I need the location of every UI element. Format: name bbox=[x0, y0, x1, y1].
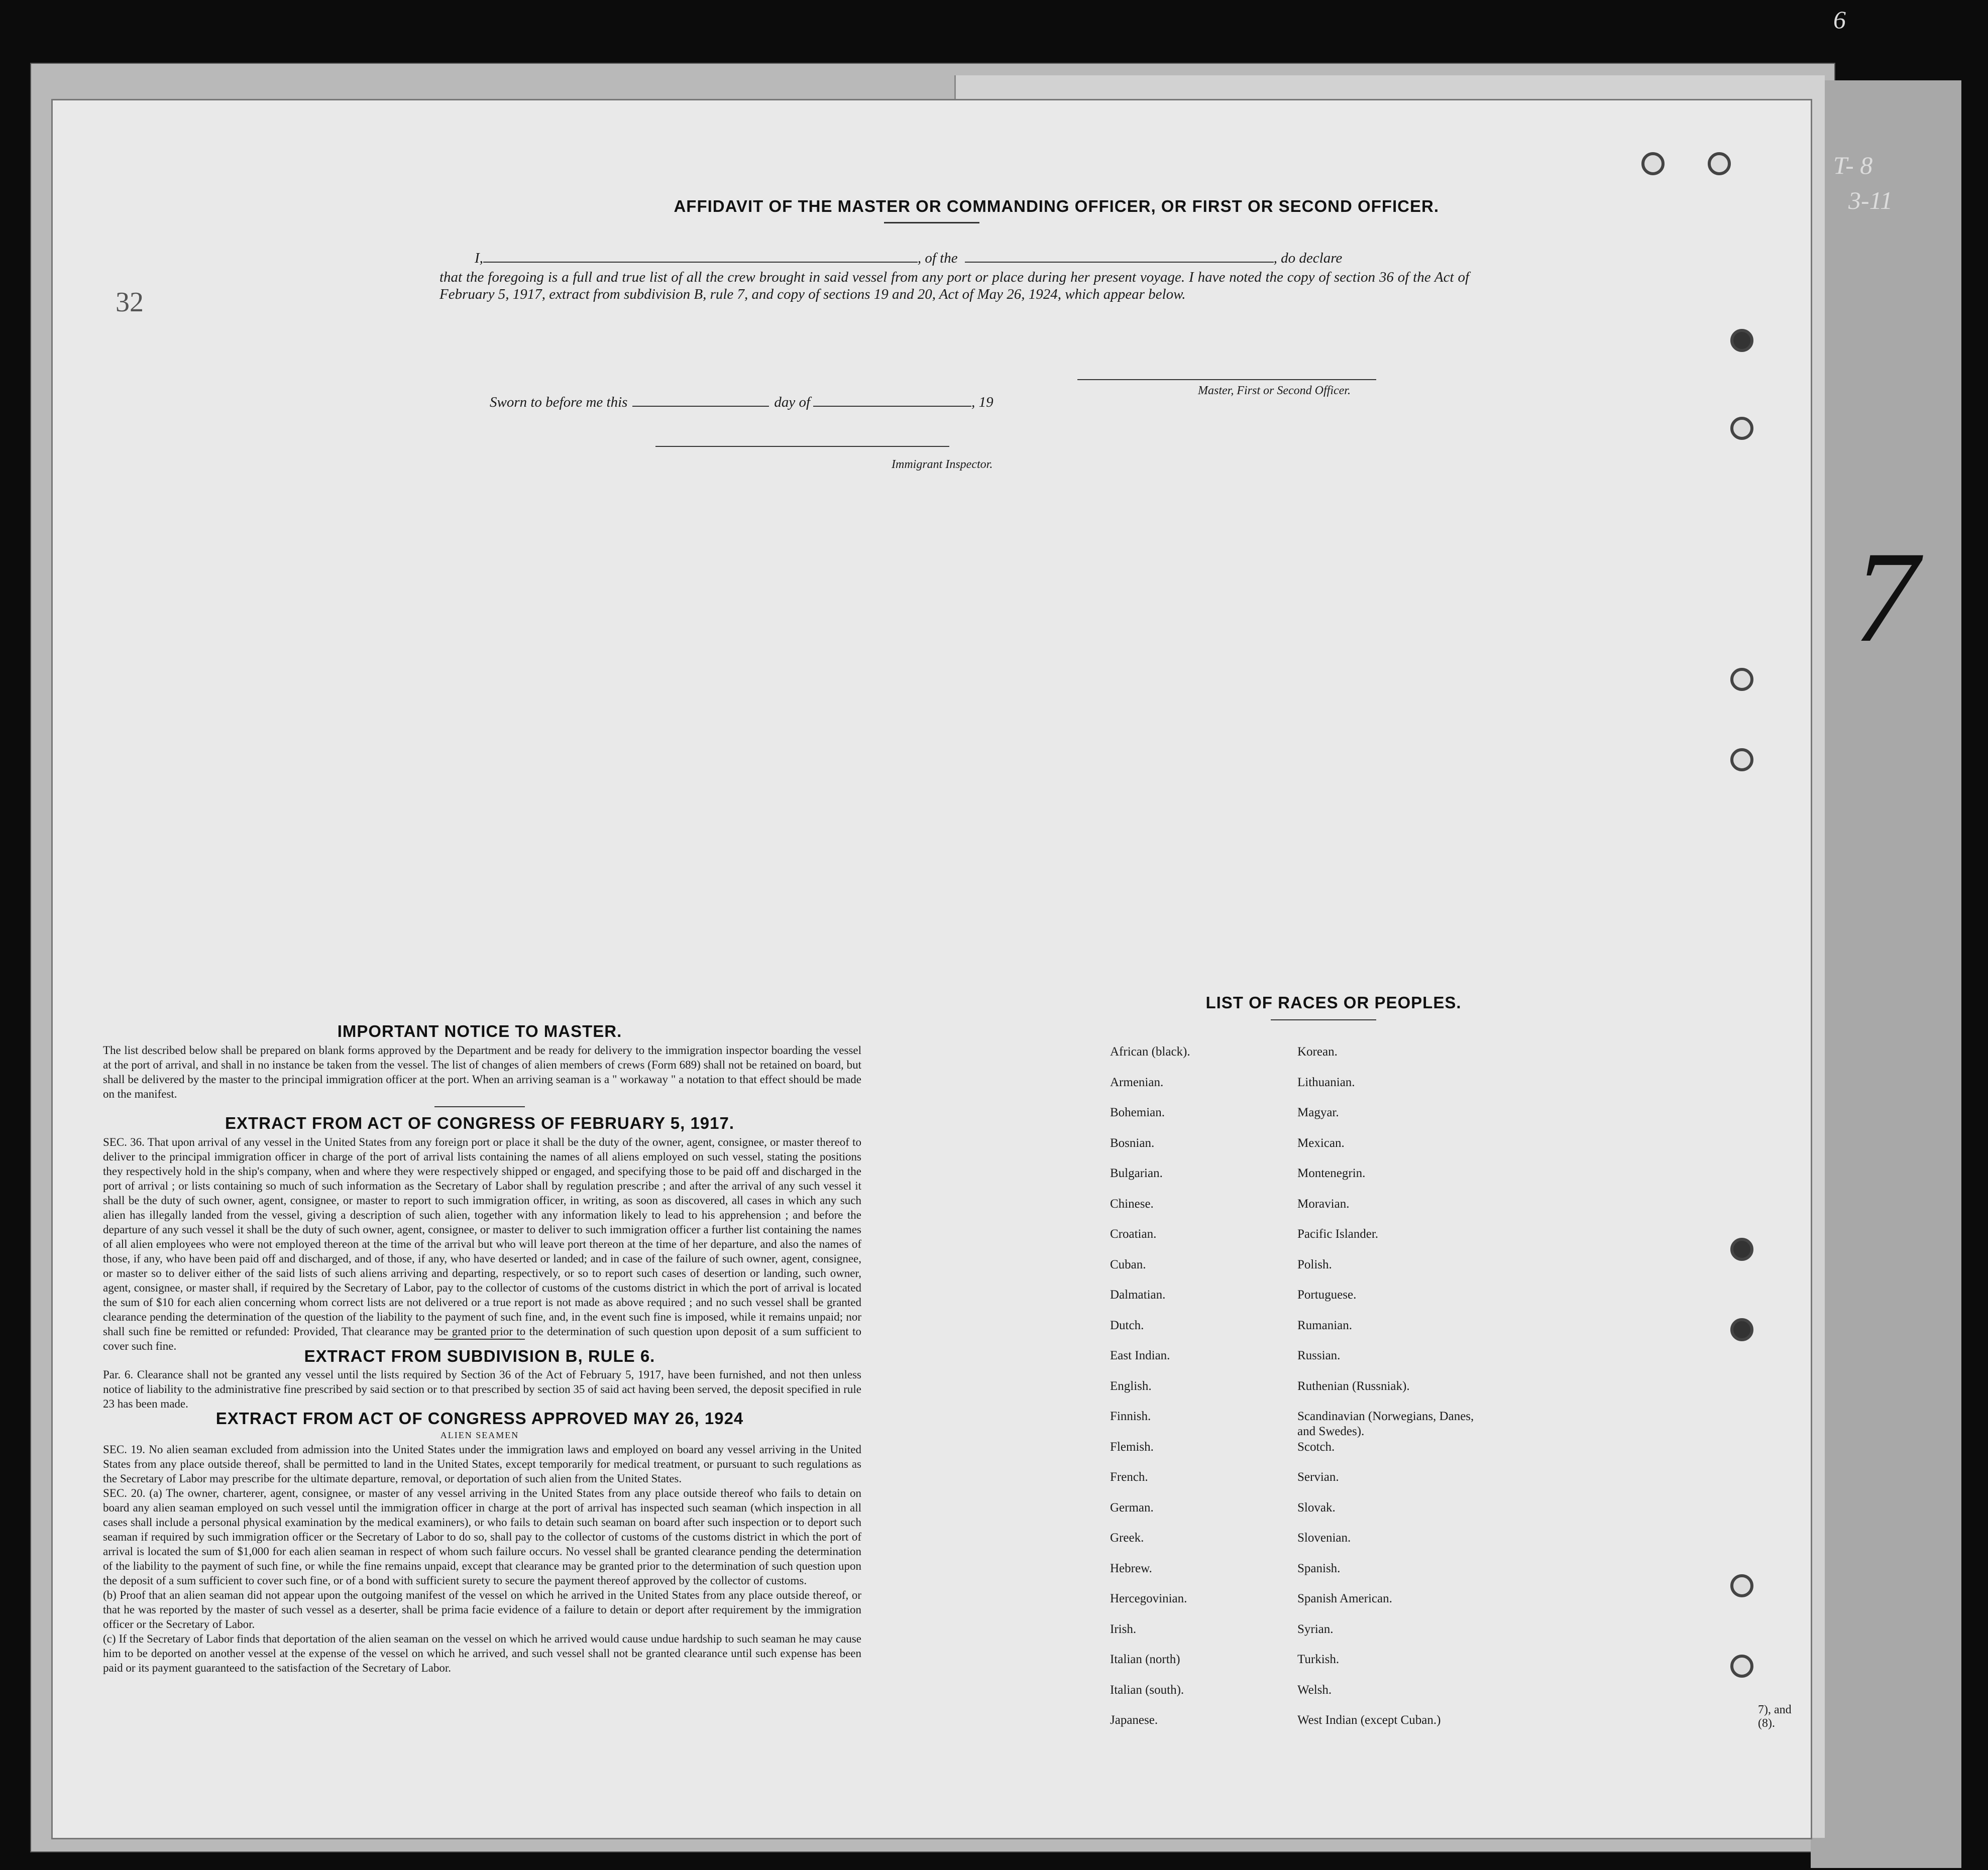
race-item: Croatian. bbox=[1110, 1227, 1157, 1241]
sec20b-text: (b) Proof that an alien seaman did not appear upon the outgoing manifest of the vessel on which he arrived in the United States from any place outside thereof, or that he was reported by the master of such vessel as a deserter, shall be prima facie evidence of a failure to detain or deport after requirement by the immigration officer or the Secretary of Labor. bbox=[103, 1589, 861, 1630]
race-item: Dutch. bbox=[1110, 1318, 1144, 1332]
binder-hole bbox=[1641, 152, 1665, 175]
race-item: Lithuanian. bbox=[1297, 1075, 1355, 1089]
binder-hole bbox=[1730, 668, 1753, 691]
edge-text: 7), and (8). bbox=[1758, 1703, 1792, 1730]
handwritten-note: T- 8 bbox=[1833, 151, 1873, 179]
race-item: Bulgarian. bbox=[1110, 1166, 1163, 1180]
day-of-text: day of bbox=[774, 394, 811, 410]
inspector-line[interactable] bbox=[655, 446, 949, 447]
extract-1917-title: EXTRACT FROM ACT OF CONGRESS OF FEBRUARY 5, 1917. bbox=[225, 1114, 735, 1132]
signature-label: Master, First or Second Officer. bbox=[1198, 384, 1351, 397]
race-item: Scotch. bbox=[1297, 1440, 1335, 1454]
races-rule bbox=[1271, 1019, 1376, 1020]
race-item: Italian (north) bbox=[1110, 1653, 1180, 1666]
race-item: Dalmatian. bbox=[1110, 1288, 1166, 1302]
extract-1924-body bbox=[103, 1442, 861, 1675]
race-item: Polish. bbox=[1297, 1257, 1332, 1271]
race-item: Finnish. bbox=[1110, 1410, 1151, 1423]
race-item: Montenegrin. bbox=[1297, 1166, 1366, 1180]
binder-hole bbox=[1708, 152, 1731, 175]
signature-line[interactable] bbox=[1077, 379, 1376, 380]
faded-number: 32 bbox=[116, 287, 144, 318]
page-edge-strip bbox=[1811, 80, 1961, 1868]
month-blank[interactable] bbox=[813, 406, 971, 407]
day-blank[interactable] bbox=[632, 406, 769, 407]
race-item: Bohemian. bbox=[1110, 1106, 1165, 1119]
year-prefix: , 19 bbox=[971, 394, 993, 410]
race-item: Spanish. bbox=[1297, 1561, 1341, 1575]
inspector-label: Immigrant Inspector. bbox=[892, 458, 993, 471]
race-item: French. bbox=[1110, 1470, 1148, 1484]
race-item: Hebrew. bbox=[1110, 1561, 1152, 1575]
sworn-line bbox=[490, 394, 1143, 411]
race-item: Russian. bbox=[1297, 1349, 1341, 1362]
race-item: Pacific Islander. bbox=[1297, 1227, 1379, 1241]
handwritten-note: 3-11 bbox=[1848, 186, 1893, 214]
race-item: West Indian (except Cuban.) bbox=[1297, 1713, 1441, 1727]
race-item: Bosnian. bbox=[1110, 1136, 1155, 1150]
races-title: LIST OF RACES OR PEOPLES. bbox=[1205, 993, 1462, 1012]
notice-text: The list described below shall be prepared on blank forms approved by the Department and be ready for delivery to the immigration inspector boarding the vessel at the port of arrival, and shall in no instance be taken from the vessel. The list of changes of alien members of crews (Form 689) shall not be retained on board, but shall be delivered by the master to the principal immigration officer at the port. When an arriving seaman is a " workaway " a notation to that effect should be made on the manifest. bbox=[103, 1044, 861, 1100]
sec19-text: SEC. 19. No alien seaman excluded from admission into the United States under the immigration laws and employed on board any vessel arriving in the United States from any place outside thereof, shall be permitted to land in the United States, except temporarily for medical treatment, or pursuant to such regulations as the Secretary of Labor may prescribe for the ultimate departure, removal, or deportation of such alien from the United States. bbox=[103, 1443, 861, 1485]
of-the-text: , of the bbox=[917, 250, 958, 266]
race-item: Korean. bbox=[1297, 1045, 1338, 1059]
sworn-prefix: Sworn to before me this bbox=[490, 394, 628, 410]
race-item: Japanese. bbox=[1110, 1713, 1158, 1727]
race-item: Syrian. bbox=[1297, 1622, 1334, 1636]
rule6-title: EXTRACT FROM SUBDIVISION B, RULE 6. bbox=[304, 1347, 655, 1365]
race-item: Scandinavian (Norwegians, Danes, and Swedes). bbox=[1297, 1410, 1474, 1438]
race-item: Spanish American. bbox=[1297, 1592, 1392, 1605]
race-item: Italian (south). bbox=[1110, 1683, 1184, 1697]
race-item: Servian. bbox=[1297, 1470, 1339, 1484]
race-item: Armenian. bbox=[1110, 1075, 1164, 1089]
race-item: Welsh. bbox=[1297, 1683, 1332, 1697]
race-item: Turkish. bbox=[1297, 1653, 1340, 1666]
race-item: Hercegovinian. bbox=[1110, 1592, 1187, 1605]
rule6-text: Par. 6. Clearance shall not be granted any vessel until the lists required by Section 36 of the Act of February 5, 1917, have been furnished, and not then unless notice of liability to the administrative fine prescribed by said section or to that prescribed by section 35 of said act having been served, the deposit specified in rule 23 has been made. bbox=[103, 1368, 861, 1410]
race-item: Magyar. bbox=[1297, 1106, 1339, 1119]
alien-seamen-subtitle: ALIEN SEAMEN bbox=[440, 1430, 519, 1440]
handwritten-note: 6 bbox=[1833, 6, 1846, 34]
affidavit-statement: that the foregoing is a full and true list of all the crew brought in said vessel from any port or place during her present voyage. I have noted the copy of section 36 of the Act of February 5, 1917, extract from subdivision B, rule 7, and copy of sections 19 and 20, Act of May 26, 1924, which appear below. bbox=[439, 269, 1469, 302]
binder-hole bbox=[1730, 417, 1753, 440]
vessel-blank[interactable] bbox=[965, 262, 1274, 263]
binder-hole bbox=[1730, 1574, 1753, 1597]
sec20c-text: (c) If the Secretary of Labor finds that deportation of the alien seaman on the vessel on which he arrived would cause undue hardship to such seaman he may cause him to be deported on another vessel at the expense of the vessel on which he arrived, and such vessel shall not be granted clearance until such expense has been paid or its payment guaranteed to the satisfaction of the Secretary of Labor. bbox=[103, 1632, 861, 1674]
race-item: Slovenian. bbox=[1297, 1531, 1351, 1545]
race-item: Greek. bbox=[1110, 1531, 1144, 1545]
do-declare-text: , do declare bbox=[1273, 250, 1343, 266]
race-item: Chinese. bbox=[1110, 1197, 1154, 1211]
extract-1917-rule bbox=[434, 1339, 525, 1340]
handwritten-number: 7 bbox=[1853, 525, 1919, 669]
title-rule bbox=[884, 222, 979, 223]
binder-hole bbox=[1730, 1655, 1753, 1678]
extract-1924-title: EXTRACT FROM ACT OF CONGRESS APPROVED MAY 26, 1924 bbox=[215, 1409, 744, 1428]
binder-hole bbox=[1730, 329, 1753, 352]
race-item: Mexican. bbox=[1297, 1136, 1345, 1150]
race-item: Irish. bbox=[1110, 1622, 1137, 1636]
binder-hole bbox=[1730, 1318, 1753, 1341]
race-item: English. bbox=[1110, 1379, 1152, 1393]
sec20a-text: SEC. 20. (a) The owner, charterer, agent, consignee, or master of any vessel arriving in the United States from any place outside thereof who fails to detain on board any alien seaman employed on such vessel until the immigration officer in charge at the port of arrival has inspected such seaman (which inspection in all cases shall include a personal physical examination by the medical examiners), or who fails to detain such seaman on board after such inspection or to deport such seaman if required by such immigration officer or the Secretary of Labor to do so, shall pay to the collector of customs of the customs district in which the port of arrival is located the sum of $1,000 for each alien seaman in respect of whom such failure occurs. No vessel shall be granted clearance pending the determination of the liability to the payment of such fine, or while the fine remains unpaid, except that clearance may be granted prior to the determination of such question upon the deposit of a sum sufficient to cover such fine, or of a bond with sufficient surety to secure the payment thereof approved by the collector of customs. bbox=[103, 1487, 861, 1587]
race-item: Slovak. bbox=[1297, 1500, 1336, 1514]
affidavit-title: AFFIDAVIT OF THE MASTER OR COMMANDING OFFICER, OR FIRST OR SECOND OFFICER. bbox=[674, 197, 1439, 215]
race-item: German. bbox=[1110, 1500, 1154, 1514]
race-item: Moravian. bbox=[1297, 1197, 1350, 1211]
race-item: Ruthenian (Russniak). bbox=[1297, 1379, 1410, 1393]
i-prefix: I, bbox=[475, 250, 483, 266]
race-item: Cuban. bbox=[1110, 1257, 1146, 1271]
affidavit-first-line bbox=[475, 250, 1479, 267]
race-item: African (black). bbox=[1110, 1045, 1190, 1059]
race-item: Portuguese. bbox=[1297, 1288, 1357, 1302]
notice-title: IMPORTANT NOTICE TO MASTER. bbox=[337, 1022, 622, 1040]
notice-rule bbox=[434, 1106, 525, 1107]
document-page bbox=[53, 100, 1811, 1838]
race-item: Flemish. bbox=[1110, 1440, 1154, 1454]
race-item: East Indian. bbox=[1110, 1349, 1170, 1362]
extract-1917-text: SEC. 36. That upon arrival of any vessel in the United States from any foreign port or place it shall be the duty of the owner, agent, consignee, or master thereof to deliver to the principal immigration officer in charge of the port of arrival lists containing the names of all aliens employed on such vessel, stating the positions they respectively hold in the ship's company, when and where they were respectively shipped or engaged, and specifying those to be paid off and discharged in the port of arrival ; or lists containing so much of such information as the Secretary of Labor shall by regulation prescribe ; and after the arrival of any such vessel it shall be the duty of such owner, agent, consignee, or master to report to such immigration officer, in writing, as soon as discovered, all cases in which any such alien has illegally landed from the vessel, giving a description of such alien, together with any information likely to lead to his apprehension ; and before the departure of any such vessel it shall be the duty of such owner, agent, consignee, or master to deliver to such immigration officer a further list containing the names of all alien employees who were not employed thereon at the time of the arrival but who will leave port thereon at the time of her departure, and also the names of those, if any, who have been paid off and discharged, and of those, if any, who have deserted or landed; and in case of the failure of such owner, agent, consignee, or master so to deliver either of the said lists of such aliens arriving and departing, respectively, or so to report such cases of desertion or landing, such owner, agent, consignee, or master shall, if required by the Secretary of Labor, pay to the collector of customs of the customs district in which the port of arrival is located the sum of $10 for each alien concerning whom correct lists are not delivered or a true report is not made as above required ; and no such vessel shall be granted clearance pending the determination of the question of the liability to the payment of such fine, and, in the event such fine is imposed, while it remains unpaid; nor shall such fine be remitted or refunded: Provided, That clearance may be granted prior to the determination of such question upon deposit of a sum sufficient to cover such fine. bbox=[103, 1136, 861, 1352]
race-item: Rumanian. bbox=[1297, 1318, 1353, 1332]
binder-hole bbox=[1730, 748, 1753, 771]
name-blank[interactable] bbox=[483, 262, 918, 263]
binder-hole bbox=[1730, 1238, 1753, 1261]
